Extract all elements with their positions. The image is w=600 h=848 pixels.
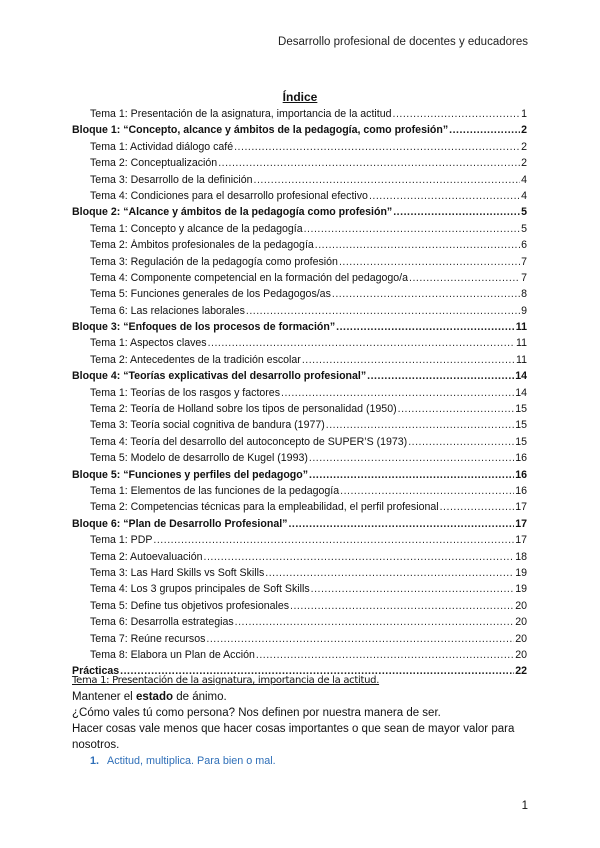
toc-leader-dots (339, 256, 520, 268)
toc-entry-text: Tema 3: Teoría social cognitiva de bandura (1977) (90, 419, 325, 432)
toc-page-number: 17 (515, 534, 527, 547)
toc-entry[interactable] (72, 485, 527, 501)
toc-entry-text: Bloque 2: “Alcance y ámbitos de la pedagogía como profesión” (72, 206, 393, 219)
toc-entry[interactable] (72, 174, 527, 190)
toc-page-number: 15 (515, 435, 527, 448)
paragraph-value: Hacer cosas vale menos que hacer cosas importantes o que sean de mayor valor para nosotros. (72, 723, 515, 751)
toc-entry[interactable] (72, 551, 527, 567)
toc-entry-text: Tema 3: Desarrollo de la definición (90, 173, 253, 186)
toc-entry[interactable] (72, 649, 527, 665)
toc-entry-text: Tema 1: PDP (90, 534, 153, 547)
toc-entry-text: Tema 1: Elementos de las funciones de la pedagogía (90, 484, 340, 497)
list-text: Actitud, multiplica. Para bien o mal. (107, 755, 276, 767)
toc-leader-dots (290, 600, 514, 612)
toc-entry[interactable] (72, 190, 527, 206)
toc-entry[interactable] (72, 387, 527, 403)
toc-entry[interactable] (72, 305, 527, 321)
toc-page-number: 20 (515, 599, 527, 612)
running-header: Desarrollo profesional de docentes y educadores (278, 36, 528, 48)
toc-leader-dots (311, 583, 515, 595)
toc-entry[interactable] (72, 157, 527, 173)
toc-entry[interactable] (72, 583, 527, 599)
toc-page-number: 4 (521, 173, 527, 186)
toc-page-number: 6 (521, 239, 527, 252)
toc-leader-dots (304, 223, 520, 235)
toc-page-number: 18 (515, 550, 527, 563)
toc-leader-dots (315, 239, 520, 251)
paragraph-question: ¿Cómo vales tú como persona? Nos definen por nuestra manera de ser. (72, 707, 441, 719)
toc-block-entry[interactable] (72, 206, 527, 222)
toc-page-number: 19 (515, 566, 527, 579)
toc-entry[interactable] (72, 501, 527, 517)
toc-leader-dots (204, 551, 515, 563)
toc-block-entry[interactable] (72, 124, 527, 140)
toc-leader-dots (408, 436, 514, 448)
table-of-contents (72, 108, 527, 682)
toc-entry-text: Tema 1: Presentación de la asignatura, importancia de la actitud (90, 108, 392, 120)
toc-entry[interactable] (72, 239, 527, 255)
toc-page-number: 2 (521, 140, 527, 153)
toc-entry[interactable] (72, 108, 527, 124)
list-number: 1. (90, 755, 100, 767)
toc-leader-dots (367, 370, 514, 382)
toc-entry-text: Tema 4: Condiciones para el desarrollo profesional efectivo (90, 189, 368, 202)
toc-entry-text: Tema 6: Las relaciones laborales (90, 304, 245, 317)
toc-page-number: 17 (515, 517, 527, 530)
section-heading: Tema 1: Presentación de la asignatura, importancia de la actitud. (72, 675, 380, 686)
toc-page-number: 7 (521, 271, 527, 284)
toc-entry-text: Tema 3: Las Hard Skills vs Soft Skills (90, 566, 265, 579)
toc-entry-text: Tema 2: Autoevaluación (90, 550, 203, 563)
toc-page-number: 20 (515, 632, 527, 645)
toc-page-number: 15 (515, 403, 527, 416)
toc-block-entry[interactable] (72, 370, 527, 386)
toc-entry-text: Tema 8: Elabora un Plan de Acción (90, 648, 255, 661)
toc-entry[interactable] (72, 600, 527, 616)
toc-page-number: 11 (515, 321, 527, 334)
toc-entry[interactable] (72, 256, 527, 272)
paragraph-estado (72, 689, 542, 705)
toc-leader-dots (326, 419, 514, 431)
toc-block-entry[interactable] (72, 321, 527, 337)
text-fragment: de ánimo. (173, 691, 227, 703)
toc-page-number: 5 (521, 206, 527, 219)
toc-leader-dots (256, 649, 514, 661)
toc-entry[interactable] (72, 354, 527, 370)
toc-entry-text: Tema 1: Aspectos claves (90, 337, 207, 350)
toc-leader-dots (332, 288, 520, 300)
toc-page-number: 20 (515, 648, 527, 661)
toc-page-number: 20 (515, 616, 527, 629)
toc-leader-dots (309, 469, 514, 481)
toc-page-number: 11 (516, 353, 527, 366)
toc-leader-dots (449, 124, 520, 136)
toc-leader-dots (393, 206, 520, 218)
toc-page-number: 5 (521, 222, 527, 235)
page-number: 1 (521, 800, 528, 812)
toc-leader-dots (336, 321, 515, 333)
toc-leader-dots (235, 616, 515, 628)
toc-entry-text: Bloque 6: “Plan de Desarrollo Profesional” (72, 517, 288, 530)
toc-leader-dots (218, 157, 520, 169)
toc-entry-text: Tema 7: Reúne recursos (90, 632, 206, 645)
toc-entry-text: Tema 3: Regulación de la pedagogía como profesión (90, 255, 338, 268)
toc-entry-text: Tema 5: Modelo de desarrollo de Kugel (1993) (90, 452, 308, 465)
toc-page-number: 14 (515, 370, 527, 383)
toc-leader-dots (153, 534, 514, 546)
toc-entry[interactable] (72, 633, 527, 649)
toc-entry-text: Tema 5: Define tus objetivos profesionales (90, 599, 290, 612)
toc-page-number: 11 (516, 337, 527, 350)
toc-entry-text: Tema 4: Componente competencial en la formación del pedagogo/a (90, 271, 409, 284)
bold-word: estado (135, 691, 174, 703)
toc-entry-text: Tema 2: Teoría de Holland sobre los tipos de personalidad (1950) (90, 403, 397, 416)
toc-entry-text: Tema 2: Conceptualización (90, 157, 218, 170)
toc-page-number: 16 (515, 452, 527, 465)
toc-leader-dots (393, 108, 521, 120)
toc-block-entry[interactable] (72, 469, 527, 485)
toc-title: Índice (282, 90, 318, 104)
toc-page-number: 4 (521, 189, 527, 202)
toc-page-number: 1 (521, 108, 527, 120)
toc-entry-text: Tema 2: Ámbitos profesionales de la pedagogía (90, 239, 314, 252)
section-tema-1 (72, 675, 542, 767)
toc-entry-text: Bloque 4: “Teorías explicativas del desarrollo profesional” (72, 370, 367, 383)
toc-entry-text: Tema 4: Teoría del desarrollo del autoconcepto de SUPER’S (1973) (90, 435, 408, 448)
toc-entry-text: Tema 5: Funciones generales de los Pedagogos/as (90, 288, 331, 301)
toc-entry-text: Tema 1: Teorías de los rasgos y factores (90, 386, 280, 399)
toc-entry[interactable] (72, 403, 527, 419)
toc-entry-text: Bloque 5: “Funciones y perfiles del pedagogo” (72, 468, 309, 481)
toc-entry[interactable] (72, 337, 527, 353)
toc-leader-dots (206, 633, 514, 645)
toc-entry[interactable] (72, 567, 527, 583)
toc-page-number: 14 (515, 386, 527, 399)
toc-entry-text: Tema 4: Los 3 grupos principales de Soft Skills (90, 583, 310, 596)
toc-leader-dots (398, 403, 515, 415)
toc-page-number: 2 (521, 124, 527, 137)
toc-entry-text: Tema 1: Actividad diálogo café (90, 140, 234, 153)
toc-entry[interactable] (72, 534, 527, 550)
toc-entry-text: Tema 2: Antecedentes de la tradición escolar (90, 353, 301, 366)
toc-page-number: 22 (515, 665, 527, 678)
toc-entry-text: Bloque 3: “Enfoques de los procesos de formación” (72, 321, 336, 334)
toc-entry-text: Tema 1: Concepto y alcance de la pedagogía (90, 222, 303, 235)
toc-leader-dots (309, 452, 514, 464)
toc-entry[interactable] (72, 452, 527, 468)
toc-page-number: 17 (515, 501, 527, 514)
toc-leader-dots (254, 174, 521, 186)
toc-entry[interactable] (72, 288, 527, 304)
toc-leader-dots (246, 305, 520, 317)
toc-page-number: 16 (515, 484, 527, 497)
toc-page-number: 9 (521, 304, 527, 317)
list-item (72, 755, 542, 767)
toc-entry-text: Prácticas (72, 665, 120, 678)
toc-entry[interactable] (72, 223, 527, 239)
text-fragment: Mantener el (72, 691, 136, 703)
toc-entry[interactable] (72, 436, 527, 452)
toc-block-entry[interactable] (72, 518, 527, 534)
toc-leader-dots (369, 190, 520, 202)
toc-entry[interactable] (72, 272, 527, 288)
toc-leader-dots (340, 485, 514, 497)
toc-page-number: 15 (515, 419, 527, 432)
toc-leader-dots (234, 141, 520, 153)
toc-leader-dots (440, 501, 515, 513)
toc-page-number: 7 (521, 255, 527, 268)
toc-entry-text: Bloque 1: “Concepto, alcance y ámbitos de la pedagogía, como profesión” (72, 124, 449, 137)
toc-entry-text: Tema 6: Desarrolla estrategias (90, 616, 234, 629)
toc-leader-dots (288, 518, 514, 530)
toc-page-number: 19 (515, 583, 527, 596)
toc-entry[interactable] (72, 419, 527, 435)
toc-page-number: 8 (521, 288, 527, 301)
toc-leader-dots (265, 567, 514, 579)
toc-entry[interactable] (72, 616, 527, 632)
toc-page-number: 2 (521, 157, 527, 170)
toc-leader-dots (281, 387, 514, 399)
toc-leader-dots (302, 354, 515, 366)
toc-page-number: 16 (515, 468, 527, 481)
toc-entry-text: Tema 2: Competencias técnicas para la empleabilidad, el perfil profesional (90, 501, 439, 514)
toc-leader-dots (409, 272, 520, 284)
toc-entry[interactable] (72, 141, 527, 157)
toc-leader-dots (208, 337, 515, 349)
